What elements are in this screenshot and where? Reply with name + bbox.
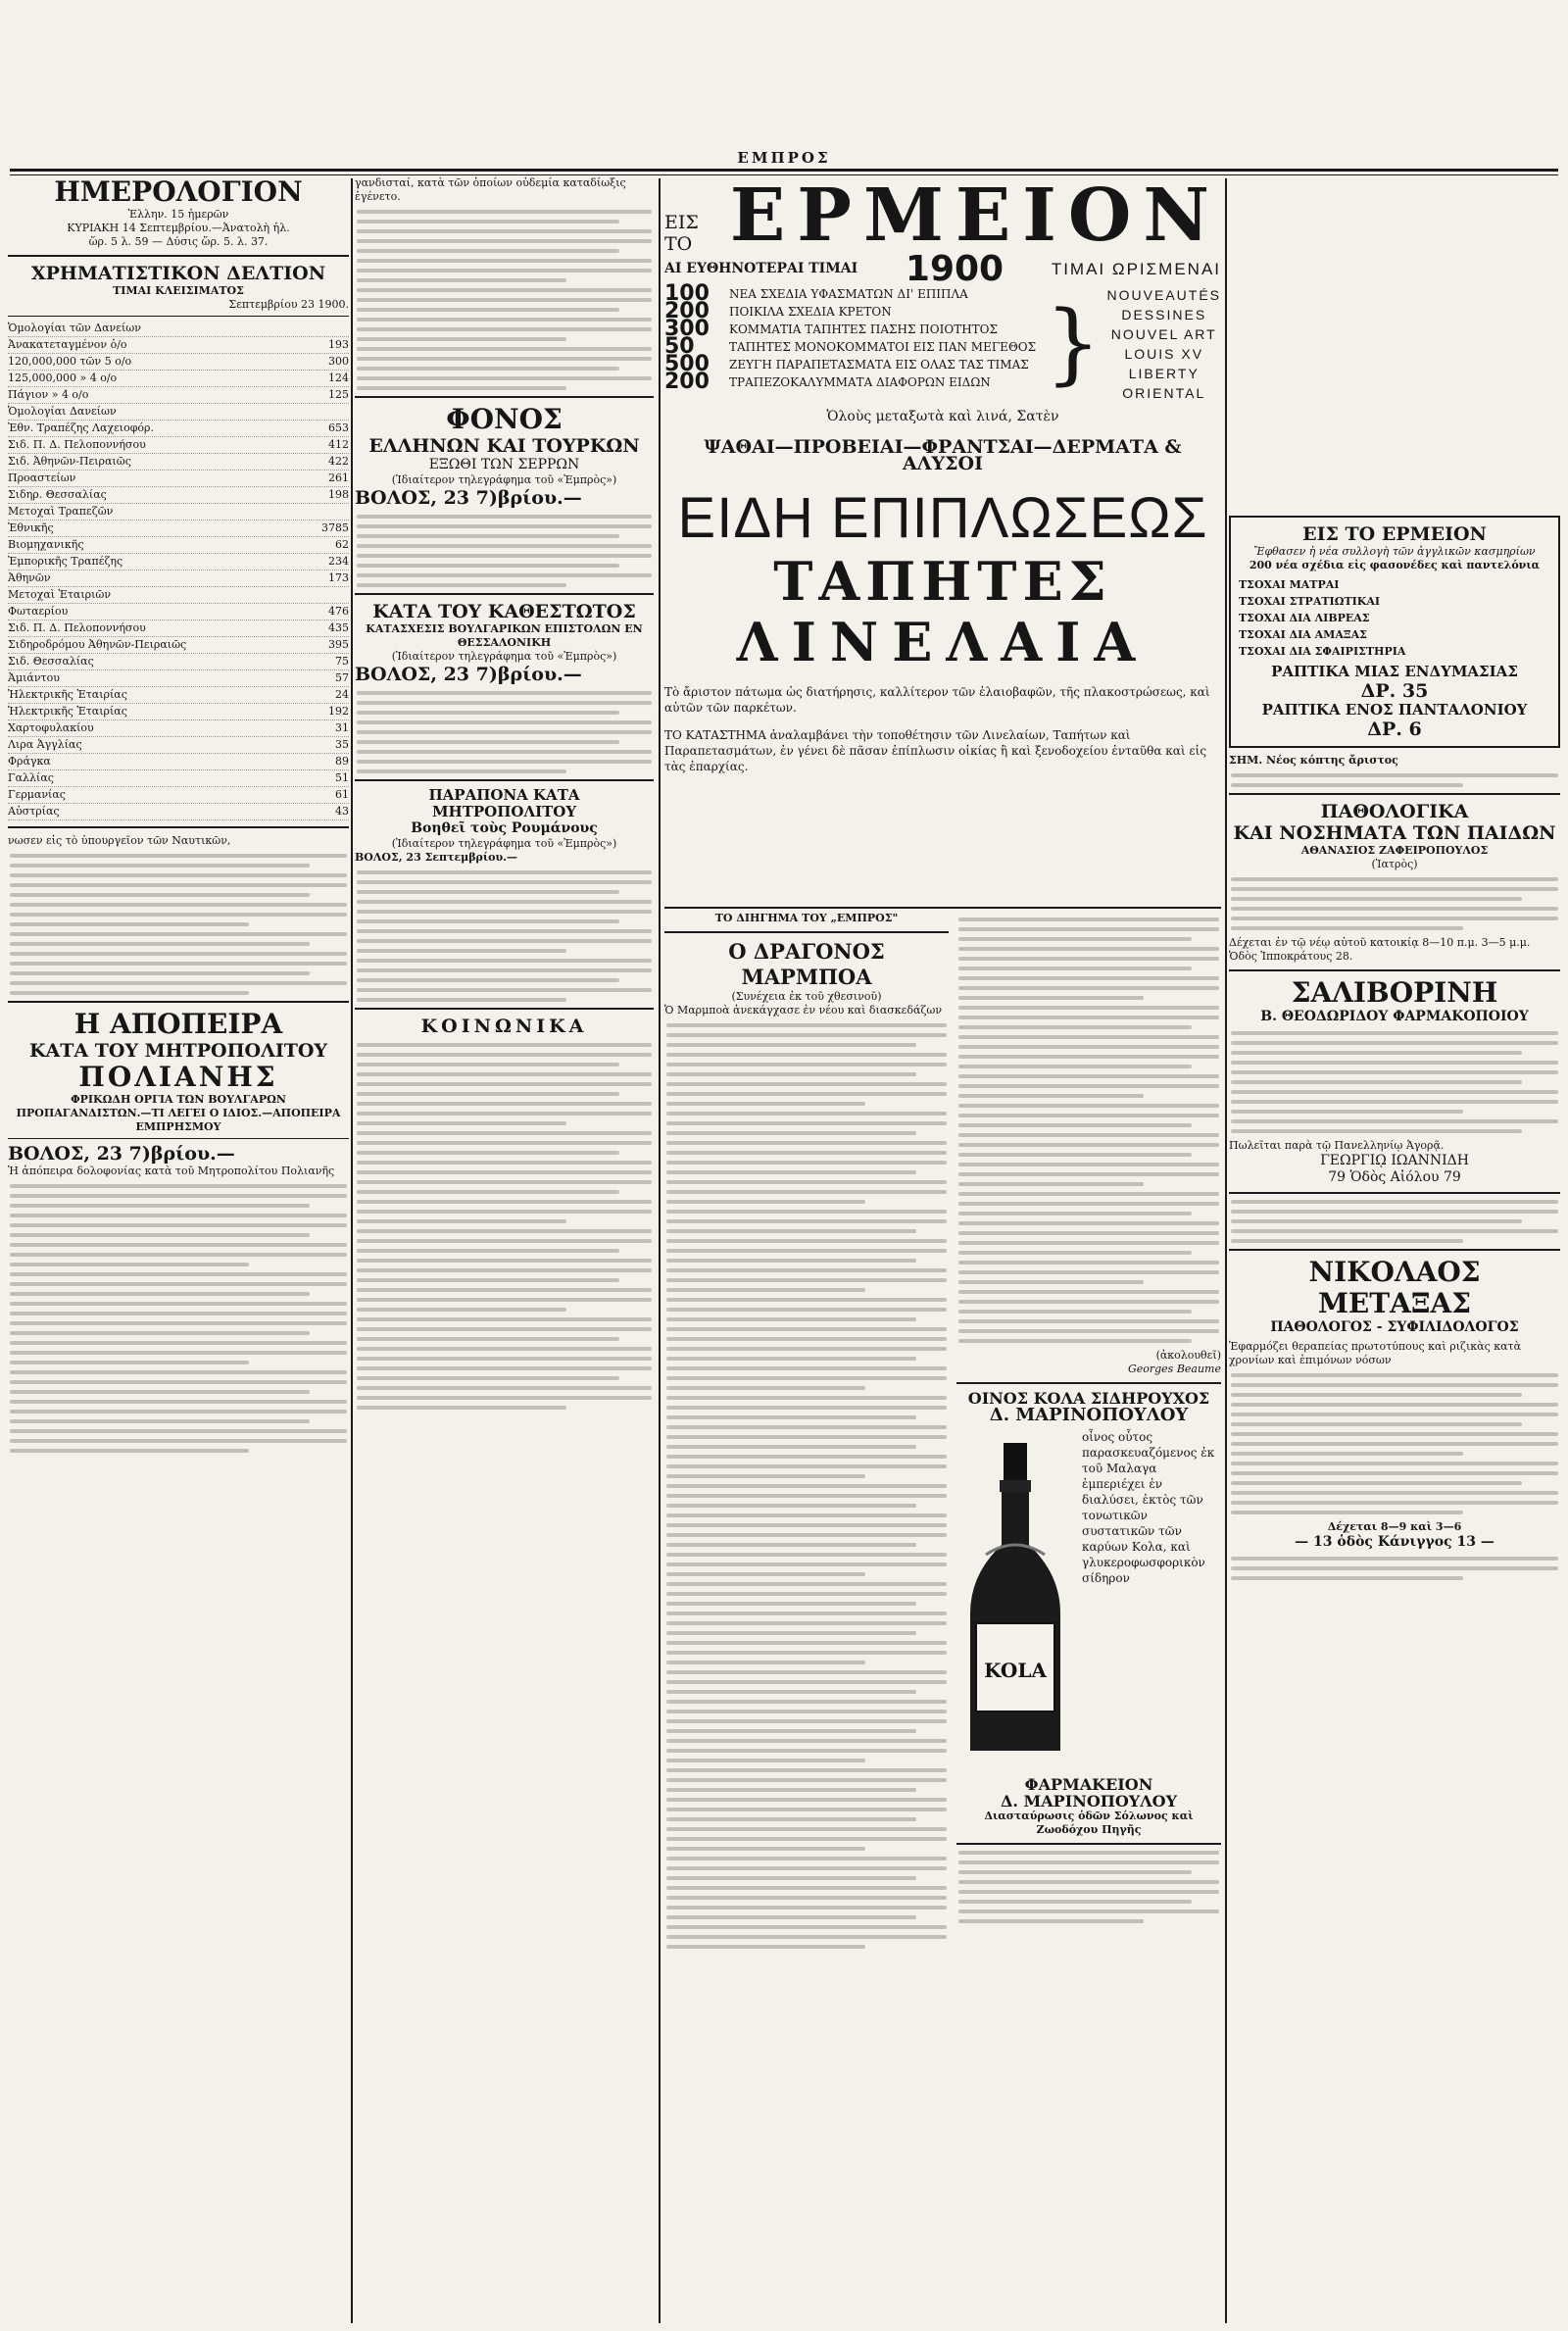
- ad-address: — 13 ὁδὸς Κάνιγγος 13 —: [1295, 1534, 1494, 1550]
- calendar-line: ὥρ. 5 λ. 59 — Δύσις ὥρ. 5. λ. 37.: [88, 235, 269, 248]
- row-value: 422: [328, 455, 349, 468]
- divider: [1229, 793, 1560, 795]
- table-row: [8, 737, 349, 754]
- list-item: ΤΣΟΧΑΙ ΣΤΡΑΤΙΩΤΙΚΑΙ: [1239, 595, 1381, 608]
- item-qty: 100: [664, 281, 710, 306]
- table-row: [8, 554, 349, 570]
- ad-banner-row: [664, 249, 1221, 289]
- table-row: [8, 654, 349, 670]
- row-label: Ἀθηνῶν: [8, 571, 51, 584]
- row-label: Σιδηροδρόμου Ἀθηνῶν-Πειραιῶς: [8, 638, 187, 651]
- ad-ermeion: [664, 176, 1221, 907]
- ad-items-block: [664, 281, 1221, 403]
- item-text: ΤΡΑΠΕΖΟΚΑΛΥΜΜΑΤΑ ΔΙΑΦΟΡΩΝ ΕΙΔΩΝ: [729, 375, 991, 389]
- serial-story: [664, 912, 949, 2323]
- row-label: Σιδ. Π. Δ. Πελοποννήσου: [8, 438, 146, 451]
- table-row: [8, 804, 349, 820]
- ad-styles-block: [1045, 285, 1221, 403]
- item-text: ΖΕΥΓΗ ΠΑΡΑΠΕΤΑΣΜΑΤΑ ΕΙΣ ΟΛΑΣ ΤΑΣ ΤΙΜΑΣ: [729, 358, 1029, 372]
- table-row: [8, 604, 349, 620]
- subheadline: ΦΡΙΚΩΔΗ ΟΡΓΙΑ ΤΩΝ ΒΟΥΛΓΑΡΩΝ ΠΡΟΠΑΓΑΝΔΙΣΤΩΝ.—ΤΙ ΛΕΓΕΙ Ο ΙΔΙΟΣ.—ΑΠΟΠΕΙΡΑ ΕΜΠΡΗΣΜΟΥ: [16, 1093, 341, 1133]
- divider: [355, 593, 654, 595]
- ad-items: [664, 281, 1037, 403]
- row-label: Ἀμιάντου: [8, 671, 60, 684]
- row-label: 125,000,000 » 4 ο/ο: [8, 372, 118, 384]
- row-value: 89: [335, 755, 349, 768]
- ad-heading: ΠΑΘΟΛΟΓΙΚΑ: [1320, 801, 1469, 822]
- ad-shop: ΦΑΡΜΑΚΕΙΟΝ: [1024, 1775, 1153, 1794]
- table-row: [8, 321, 349, 337]
- table-row: [8, 620, 349, 637]
- subheadline: ΕΞΩΘΙ ΤΩΝ ΣΕΡΡΩΝ: [428, 457, 580, 472]
- article-body: [355, 210, 654, 390]
- item-qty: 500: [664, 352, 710, 376]
- divider: [1229, 969, 1560, 971]
- headline: ΚΑΤΑ ΤΟΥ ΚΑΘΕΣΤΩΤΟΣ: [372, 601, 636, 622]
- row-value: 234: [328, 555, 349, 568]
- ad-banner-left: ΑΙ ΕΥΘΗΝΟΤΕΡΑΙ ΤΙΜΑΙ: [664, 261, 858, 276]
- row-label: 120,000,000 τῶν 5 ο/ο: [8, 355, 132, 368]
- row-label: Λιρα Ἀγγλίας: [8, 738, 82, 751]
- ad-text: 200 νέα σχέδια εἰς φασονέδες καὶ παντελόνια: [1249, 559, 1541, 571]
- ad-shop: Δ. ΜΑΡΙΝΟΠΟΥΛΟΥ: [1001, 1792, 1177, 1810]
- item-qty: 300: [664, 317, 710, 341]
- style-item: ORIENTAL: [1122, 385, 1206, 401]
- row-value: 193: [328, 338, 349, 351]
- list-item: [664, 281, 1036, 306]
- ad-tagline: Ὁλοὺς μεταξωτὰ καὶ λινά, Σατὲν: [826, 409, 1059, 424]
- divider: [664, 931, 949, 933]
- ad-big-heading: ΕΙΔΗ ΕΠΙΠΛΩΣΕΩΣ: [677, 486, 1208, 550]
- row-value: 476: [328, 605, 349, 618]
- table-row: [8, 454, 349, 471]
- finance-heading: ΧΡΗΜΑΤΙΣΤΙΚΟΝ ΔΕΛΤΙΟΝ: [30, 263, 326, 284]
- table-row: [8, 471, 349, 487]
- table-row: [8, 570, 349, 587]
- list-item: [664, 352, 1036, 376]
- row-value: 75: [335, 655, 349, 668]
- ad-text: Ἔφθασεν ἡ νέα συλλογὴ τῶν ἀγγλικῶν κασμηρίων: [1253, 545, 1536, 558]
- divider: [355, 1008, 654, 1010]
- table-row: [8, 687, 349, 704]
- row-label: Φωταερίου: [8, 605, 69, 618]
- masthead: [0, 0, 1568, 176]
- style-item: LIBERTY: [1128, 366, 1200, 381]
- row-value: 300: [328, 355, 349, 368]
- row-label: Ἡλεκτρικῆς Ἑταιρίας: [8, 705, 127, 718]
- table-row: [8, 404, 349, 421]
- ad-title-prefix: ΕΙΣ ΤΟ: [664, 212, 699, 255]
- article-body: [1229, 773, 1560, 787]
- telegram-note: (Ἰδιαίτερον τηλεγράφημα τοῦ «Ἐμπρὸς»): [391, 650, 617, 663]
- ad-price-label: ΡΑΠΤΙΚΑ ΕΝΟΣ ΠΑΝΤΑΛΟΝΙΟΥ: [1261, 701, 1528, 719]
- table-row: [8, 337, 349, 354]
- serial-author: Georges Beaume: [1127, 1363, 1221, 1375]
- ad-hours: Δέχεται 8—9 καὶ 3—6: [1327, 1520, 1462, 1533]
- ad-text: οἶνος οὗτος παρασκευαζόμενος ἐκ τοῦ Μαλαγα ἐμπεριέχει ἐν διαλύσει, ἐκτὸς τῶν τονωτικῶν συστατικῶν τῶν καρύων Κολα, καὶ γλυκεροφωσφορικὸν σίδηρον: [1082, 1430, 1215, 1585]
- ad-list: [1239, 576, 1550, 660]
- divider: [664, 907, 1221, 909]
- row-value: 61: [335, 788, 349, 801]
- row-label: Πάγιον » 4 ο/ο: [8, 388, 89, 401]
- ad-big-heading: ΤΑΠΗΤΕΣ: [773, 550, 1112, 613]
- serial-title: Ο ΔΡΑΓΟΝΟΣ ΜΑΡΜΠΟΑ: [728, 939, 885, 989]
- ad-heading: ΟΙΝΟΣ ΚΟΛΑ ΣΙΔΗΡΟΥΧΟΣ: [967, 1389, 1210, 1408]
- bottle-label: KOLA: [984, 1659, 1047, 1682]
- wine-bottle-icon: [956, 1437, 1074, 1761]
- row-label: Ἐθν. Τραπέζης Λαχειοφόρ.: [8, 422, 155, 434]
- ad-address: 79 Ὁδὸς Αἰόλου 79: [1328, 1169, 1461, 1185]
- brace-glyph: }: [1045, 292, 1102, 395]
- finance-date: Σεπτεμβρίου 23 1900.: [228, 298, 349, 311]
- row-label: Σιδ. Π. Δ. Πελοποννήσου: [8, 621, 146, 634]
- row-value: 51: [335, 771, 349, 784]
- ad-price-label: ΡΑΠΤΙΚΑ ΜΙΑΣ ΕΝΔΥΜΑΣΙΑΣ: [1271, 663, 1518, 680]
- row-value: [300, 504, 349, 520]
- row-value: 31: [335, 721, 349, 734]
- ad-title: ΕΡΜΕΙΟΝ: [729, 176, 1221, 258]
- ad-doctor-title: (Ἰατρὸς): [1371, 858, 1418, 870]
- item-text: ΤΑΠΗΤΕΣ ΜΟΝΟΚΟΜΜΑΤΟΙ ΕΙΣ ΠΑΝ ΜΕΓΕΘΟΣ: [729, 340, 1037, 354]
- row-label: Σιδ. Ἀθηνῶν-Πειραιῶς: [8, 455, 131, 468]
- list-item: ΤΣΟΧΑΙ ΔΙΑ ΣΦΑΙΡΙΣΤΗΡΙΑ: [1239, 645, 1406, 658]
- ad-doctor-name: ΑΘΑΝΑΣΙΟΣ ΖΑΦΕΙΡΟΠΟΥΛΟΣ: [1300, 844, 1489, 857]
- ad-heading: ΣΑΛΙΒΟΡΙΝΗ: [1291, 976, 1498, 1009]
- row-value: 24: [335, 688, 349, 701]
- article-body: [1229, 1557, 1560, 1580]
- serial-label: ΤΟ ΔΙΗΓΗΜΑ ΤΟΥ „ΕΜΠΡΟΣ": [714, 912, 899, 924]
- item-text: ΚΟΜΜΑΤΙΑ ΤΑΠΗΤΕΣ ΠΑΣΗΣ ΠΟΙΟΤΗΤΟΣ: [729, 322, 998, 336]
- finance-table: [8, 321, 349, 820]
- row-value: 62: [335, 538, 349, 551]
- table-row: [8, 487, 349, 504]
- divider: [355, 396, 654, 398]
- serial-continued: [956, 912, 1221, 2323]
- dateline: ΒΟΛΟΣ, 23 7)βρίου.—: [355, 664, 582, 685]
- article-text: Ὁ Μαρμποὰ ἀνεκάγχασε ἐν νέου καὶ διασκεδάζων: [664, 1004, 943, 1017]
- telegram-note: (Ἰδιαίτερον τηλεγράφημα τοῦ «Ἐμπρὸς»): [391, 837, 617, 850]
- divider: [355, 779, 654, 781]
- item-qty: 200: [664, 299, 710, 323]
- table-row: [8, 371, 349, 387]
- article-body: [1229, 1200, 1560, 1243]
- row-label: Ἐθνικῆς: [8, 521, 54, 534]
- table-row: [8, 437, 349, 454]
- row-label: Σιδηρ. Θεσσαλίας: [8, 488, 107, 501]
- list-item: [664, 370, 1036, 394]
- style-item: NOUVEAUTÉS: [1106, 287, 1221, 303]
- row-value: 653: [328, 422, 349, 434]
- row-label: Μετοχαὶ Τραπεζῶν: [8, 505, 114, 518]
- ad-banner-right: ΤΙΜΑΙ ΩΡΙΣΜΕΝΑΙ: [1051, 260, 1221, 278]
- row-value: 435: [328, 621, 349, 634]
- article-body: [8, 854, 349, 995]
- ad-line: ΨΑΘΑΙ—ΠΡΟΒΕΙΑΙ—ΦΡΑΝΤΣΑΙ—ΔΕΡΜΑΤΑ & ΑΛΥΣΟΙ: [704, 436, 1182, 474]
- ad-subheading: ΠΑΘΟΛΟΓΟΣ - ΣΥΦΙΛΙΔΟΛΟΓΟΣ: [1270, 1319, 1519, 1335]
- ad-kola-body: [956, 1429, 1221, 1768]
- ad-address: Διασταύρωσις ὁδῶν Σόλωνος καὶ Ζωοδόχου Πηγῆς: [984, 1810, 1194, 1836]
- row-value: [300, 321, 349, 336]
- ad-text: Ἐφαρμόζει θεραπείας πρωτοτύπους καὶ ριζικὰς κατὰ χρονίων καὶ ἐπιμόνων νόσων: [1229, 1340, 1522, 1366]
- item-qty: 50: [664, 334, 695, 359]
- calendar-heading: ΗΜΕΡΟΛΟΓΙΟΝ: [54, 176, 303, 208]
- column-divider: [1225, 178, 1227, 2323]
- column-calendar-finance: [8, 176, 349, 1459]
- row-value: 173: [328, 571, 349, 584]
- ad-text: ΤΟ ΚΑΤΑΣΤΗΜΑ ἀναλαμβάνει τὴν τοποθέτησιν τῶν Λινελαίων, Ταπήτων καὶ Παραπετασμάτων, ἐν γένει δὲ πᾶσαν ἐπίπλωσιν οἰκίας ἢ καὶ ξενοδοχείου ἐνταῦθα καὶ εἰς τὰς ἐπαρχίας.: [664, 728, 1207, 773]
- article-body: [1229, 877, 1560, 930]
- row-label: Ἀνακατεταγμένον ὁ/ο: [8, 338, 127, 351]
- ad-price: ΔΡ. 6: [1367, 719, 1422, 740]
- serial-continuation: (Συνέχεια ἐκ τοῦ χθεσινοῦ): [731, 990, 882, 1003]
- row-label: Γερμανίας: [8, 788, 66, 801]
- list-item: [664, 299, 1036, 323]
- calendar-line: ΚΥΡΙΑΚΗ 14 Σεπτεμβρίου.—Ἀνατολὴ ἡλ.: [67, 222, 290, 234]
- ad-heading: ΝΙΚΟΛΑΟΣ ΜΕΤΑΞΑΣ: [1308, 1256, 1481, 1319]
- ad-heading: Δ. ΜΑΡΙΝΟΠΟΥΛΟΥ: [989, 1405, 1189, 1425]
- row-value: 125: [328, 388, 349, 401]
- article-body: [1229, 1031, 1560, 1133]
- row-value: 395: [328, 638, 349, 651]
- telegram-note: (Ἰδιαίτερον τηλεγράφημα τοῦ «Ἐμπρὸς»): [391, 473, 617, 486]
- divider: [8, 316, 349, 317]
- table-row: [8, 504, 349, 521]
- calendar-line: Ἐλλην. 15 ἡμερῶν: [127, 208, 229, 221]
- table-row: [8, 754, 349, 770]
- ad-heading: ΚΑΙ ΝΟΣΗΜΑΤΑ ΤΩΝ ΠΑΙΔΩΝ: [1233, 822, 1556, 844]
- table-row: [8, 670, 349, 687]
- table-row: [8, 637, 349, 654]
- subheadline: Βοηθεῖ τοὺς Ρουμάνους: [411, 820, 598, 836]
- dateline: ΒΟΛΟΣ, 23 7)βρίου.—: [8, 1143, 235, 1165]
- article-body: [8, 1184, 349, 1453]
- headline: Η ΑΠΟΠΕΙΡΑ: [74, 1008, 283, 1040]
- row-value: 192: [328, 705, 349, 718]
- ad-text: Δέχεται ἐν τῷ νέῳ αὐτοῦ κατοικίᾳ 8—10 π.μ. 3—5 μ.μ. Ὁδὸς Ἱπποκράτους 28.: [1229, 936, 1531, 963]
- ad-heading: Β. ΘΕΟΔΩΡΙΔΟΥ ΦΑΡΜΑΚΟΠΟΙΟΥ: [1260, 1009, 1529, 1024]
- row-value: 43: [335, 805, 349, 818]
- dateline: ΒΟΛΟΣ, 23 Σεπτεμβρίου.—: [355, 851, 517, 864]
- row-label: Ὁμολογίαι Δανείων: [8, 405, 117, 418]
- ad-title-row: [664, 176, 1221, 258]
- article-body: [956, 918, 1221, 1343]
- row-value: 35: [335, 738, 349, 751]
- ad-text: Τὸ ἄριστον πάτωμα ὡς διατήρησις, καλλίτερον τῶν ἐλαιοβαφῶν, τῆς πλακοστρώσεως, καὶ αὐτῶν τῶν παρκέτων.: [664, 685, 1210, 715]
- article-body: [355, 870, 654, 1002]
- divider: [956, 1843, 1221, 1845]
- table-row: [8, 537, 349, 554]
- item-text: ΠΟΙΚΙΛΑ ΣΧΕΔΙΑ ΚΡΕΤΟΝ: [729, 305, 892, 319]
- article-text: νωσεν εἰς τὸ ὑπουργεῖον τῶν Ναυτικῶν,: [8, 834, 231, 847]
- row-label: Ἡλεκτρικῆς Ἑταιρίας: [8, 688, 127, 701]
- headline: ΚΟΙΝΩΝΙΚΑ: [420, 1016, 588, 1037]
- headline: ΕΛΛΗΝΩΝ ΚΑΙ ΤΟΥΡΚΩΝ: [368, 435, 640, 457]
- ad-big-heading: ΛΙΝΕΛΑΙΑ: [736, 611, 1150, 673]
- headline: ΠΟΛΙΑΝΗΣ: [78, 1061, 278, 1093]
- table-row: [8, 720, 349, 737]
- ad-price: ΔΡ. 35: [1360, 680, 1429, 702]
- dateline: ΒΟΛΟΣ, 23 7)βρίου.—: [355, 487, 582, 509]
- row-value: 198: [328, 488, 349, 501]
- row-label: Σιδ. Θεσσαλίας: [8, 655, 94, 668]
- headline: ΚΑΤΑ ΤΟΥ ΜΗΤΡΟΠΟΛΙΤΟΥ: [29, 1040, 327, 1062]
- ermeion-brace-area: [1229, 176, 1560, 510]
- headline: ΠΑΡΑΠΟΝΑ ΚΑΤΑ ΜΗΤΡΟΠΟΛΙΤΟΥ: [428, 786, 580, 820]
- article-body: [1229, 1373, 1560, 1514]
- table-row: [8, 787, 349, 804]
- row-label: Χαρτοφυλακίου: [8, 721, 94, 734]
- row-label: Γαλλίας: [8, 771, 54, 784]
- table-row: [8, 421, 349, 437]
- row-label: Ὁμολογίαι τῶν Δανείων: [8, 322, 141, 334]
- ad-text: Πωλεῖται παρὰ τῷ Πανελληνίῳ Ἀγορᾷ.: [1229, 1139, 1445, 1152]
- masthead-rule: [10, 169, 1558, 172]
- row-value: 3785: [321, 521, 349, 534]
- ad-vendor: ΓΕΩΡΓΙῼ ΙΩΑΝΝΙΔΗ: [1320, 1153, 1469, 1168]
- divider: [8, 1138, 349, 1139]
- article-body: [355, 691, 654, 773]
- item-text: ΝΕΑ ΣΧΕΔΙΑ ΥΦΑΣΜΑΤΩΝ ΔΙ' ΕΠΙΠΛΑ: [729, 287, 968, 301]
- row-value: 261: [328, 471, 349, 484]
- table-row: [8, 770, 349, 787]
- list-item: ΤΣΟΧΑΙ ΔΙΑ ΛΙΒΡΕΑΣ: [1239, 612, 1370, 624]
- divider: [8, 1001, 349, 1003]
- masthead-rule-thin: [10, 174, 1558, 175]
- table-row: [8, 587, 349, 604]
- row-value: 124: [328, 372, 349, 384]
- row-value: 57: [335, 671, 349, 684]
- column-ads: [1229, 176, 1560, 1586]
- subheadline: ΚΑΤΑΣΧΕΣΙΣ ΒΟΥΛΓΑΡΙΚΩΝ ΕΠΙΣΤΟΛΩΝ ΕΝ ΘΕΣΣΑΛΟΝΙΚΗ: [366, 622, 643, 649]
- masthead-title: ΕΜΠΡΟΣ: [737, 149, 831, 167]
- ad-note: ΣΗΜ. Νέος κόπτης ἄριστος: [1229, 754, 1398, 767]
- article-body: [956, 1851, 1221, 1923]
- list-item: [664, 317, 1036, 341]
- divider: [956, 1382, 1221, 1384]
- article-body: [355, 515, 654, 587]
- style-item: LOUIS XV: [1124, 346, 1204, 362]
- table-row: [8, 387, 349, 404]
- divider: [8, 255, 349, 257]
- ad-styles: [1107, 285, 1221, 403]
- column-news: [355, 176, 654, 1415]
- article-text: γανδισταί, κατὰ τῶν ὁποίων οὐδεμία καταδίωξις ἐγένετο.: [355, 176, 626, 203]
- ad-heading: ΕΙΣ ΤΟ ΕΡΜΕΙΟΝ: [1302, 523, 1487, 545]
- serial-follow: (ἀκολουθεῖ): [1155, 1349, 1221, 1362]
- list-item: ΤΣΟΧΑΙ ΔΙΑ ΑΜΑΞΑΣ: [1239, 628, 1367, 641]
- row-label: Προαστείων: [8, 471, 76, 484]
- row-label: Αὐστρίας: [8, 805, 60, 818]
- table-row: [8, 704, 349, 720]
- divider: [1229, 1249, 1560, 1251]
- ad-year: 1900: [905, 249, 1004, 289]
- row-label: Μετοχαὶ Ἑταιριῶν: [8, 588, 112, 601]
- table-row: [8, 521, 349, 537]
- divider: [8, 826, 349, 828]
- column-divider: [659, 178, 661, 2323]
- list-item: [664, 334, 1037, 359]
- row-value: [300, 404, 349, 420]
- article-text: Ἡ ἀπόπειρα δολοφονίας κατὰ τοῦ Μητροπολίτου Πολιανῆς: [8, 1165, 335, 1177]
- style-item: NOUVEL ART: [1110, 326, 1217, 342]
- ad-box-ermeion: [1229, 516, 1560, 748]
- list-item: ΤΣΟΧΑΙ ΜΑΤΡΑΙ: [1239, 578, 1340, 591]
- style-item: DESSINES: [1121, 307, 1207, 322]
- row-label: Βιομηχανικῆς: [8, 538, 84, 551]
- table-row: [8, 354, 349, 371]
- row-label: Φράγκα: [8, 755, 51, 768]
- row-value: [300, 587, 349, 603]
- row-value: 412: [328, 438, 349, 451]
- divider: [1229, 1192, 1560, 1194]
- finance-subheading: ΤΙΜΑΙ ΚΛΕΙΣΙΜΑΤΟΣ: [113, 284, 244, 297]
- headline: ΦΟΝΟΣ: [446, 403, 563, 435]
- column-divider: [351, 178, 353, 2323]
- item-qty: 200: [664, 370, 710, 394]
- article-body: [355, 1043, 654, 1410]
- row-label: Ἐμπορικῆς Τραπέζης: [8, 555, 123, 568]
- article-body: [664, 1023, 949, 1949]
